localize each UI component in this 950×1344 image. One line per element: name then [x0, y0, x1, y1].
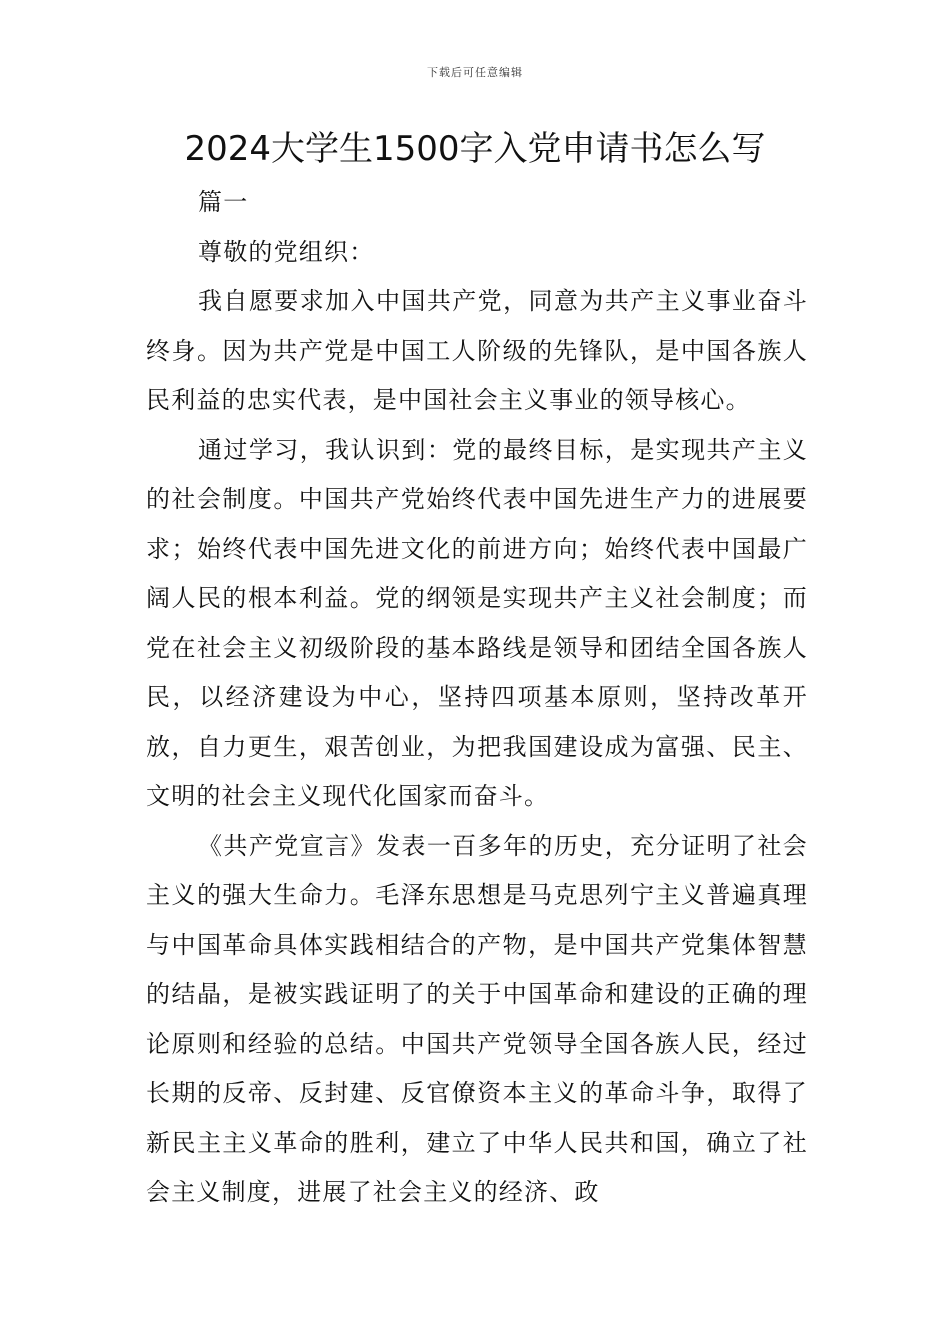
paragraph-3: 《共产党宣言》发表一百多年的历史，充分证明了社会主义的强大生命力。毛泽东思想是马克思列宁主义普遍真理与中国革命具体实践相结合的产物，是中国共产党集体智慧的结晶，是被实践证明了的关于中国革命和建设的正确的理论原则和经验的总结。中国共产党领导全国各族人民，经过长期的反帝、反封建、反官僚资本主义的革命斗争，取得了新民主主义革命的胜利，建立了中华人民共和国，确立了社会主义制度，进展了社会主义的经济、政 [146, 831, 808, 1206]
salutation: 尊敬的党组织： [198, 237, 375, 266]
paragraph-2: 通过学习，我认识到：党的最终目标，是实现共产主义的社会制度。中国共产党始终代表中国先进生产力的进展要求；始终代表中国先进文化的前进方向；始终代表中国最广阔人民的根本利益。党的纲领是实现共产主义社会制度；而党在社会主义初级阶段的基本路线是领导和团结全国各族人民，以经济建设为中心，坚持四项基本原则，坚持改革开放，自力更生，艰苦创业，为把我国建设成为富强、民主、文明的社会主义现代化国家而奋斗。 [146, 435, 808, 810]
header-note: 下载后可任意编辑 [427, 66, 523, 79]
section-label: 篇一 [198, 188, 249, 216]
document-title: 2024大学生1500字入党申请书怎么写 [184, 129, 766, 169]
paragraph-1: 我自愿要求加入中国共产党，同意为共产主义事业奋斗终身。因为共产党是中国工人阶级的先锋队，是中国各族人民利益的忠实代表，是中国社会主义事业的领导核心。 [146, 287, 808, 414]
document-body [146, 178, 808, 1218]
